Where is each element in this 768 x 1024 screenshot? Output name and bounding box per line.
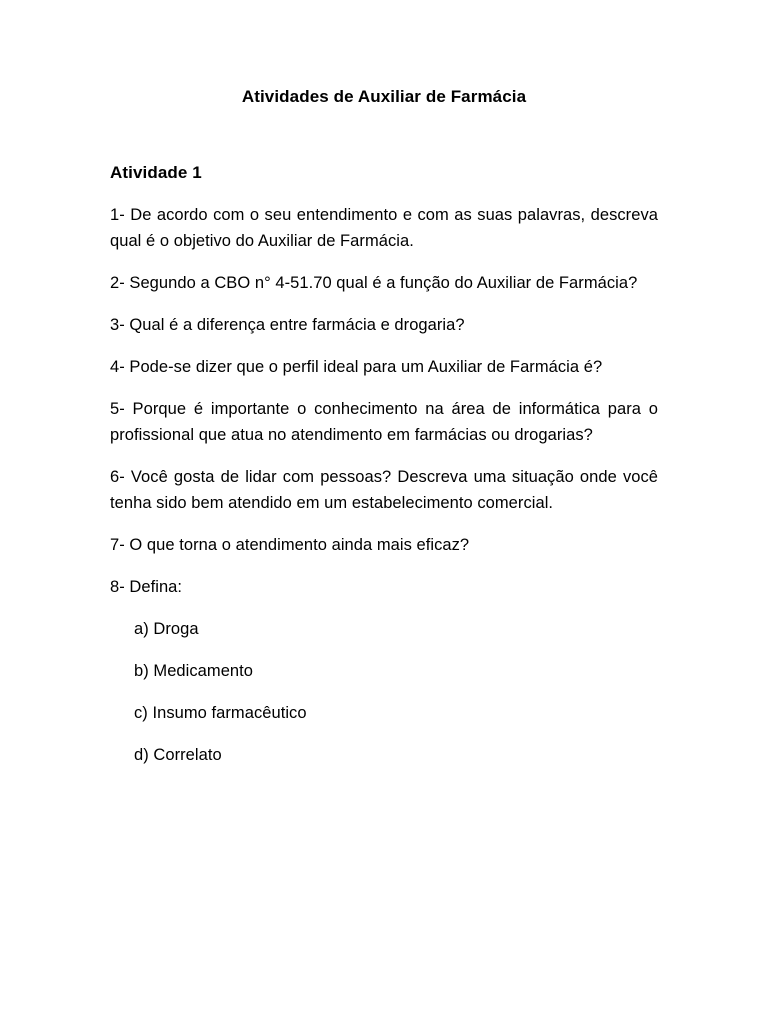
question-8: 8- Defina:	[110, 578, 183, 596]
question-5: 5- Porque é importante o conhecimento na área de informática para o profissional que atua no atendimento em farmácias ou drogarias?	[110, 400, 658, 444]
question-8-subitems	[110, 600, 658, 768]
question-3: 3- Qual é a diferença entre farmácia e drogaria?	[110, 316, 465, 334]
section-heading-atividade-1: Atividade 1	[110, 163, 202, 182]
document-content	[110, 0, 658, 768]
subitem-a: a) Droga	[134, 620, 199, 638]
question-7: 7- O que torna o atendimento ainda mais eficaz?	[110, 536, 470, 554]
question-1: 1- De acordo com o seu entendimento e com as suas palavras, descreva qual é o objetivo do Auxiliar de Farmácia.	[110, 206, 658, 250]
subitem-c: c) Insumo farmacêutico	[134, 704, 307, 722]
question-2: 2- Segundo a CBO n° 4-51.70 qual é a função do Auxiliar de Farmácia?	[110, 274, 638, 292]
page-title: Atividades de Auxiliar de Farmácia	[241, 87, 527, 106]
question-6: 6- Você gosta de lidar com pessoas? Descreva uma situação onde você tenha sido bem atendido em um estabelecimento comercial.	[110, 468, 658, 512]
subitem-d: d) Correlato	[134, 746, 222, 764]
subitem-b: b) Medicamento	[134, 662, 254, 680]
question-4: 4- Pode-se dizer que o perfil ideal para um Auxiliar de Farmácia é?	[110, 358, 603, 376]
